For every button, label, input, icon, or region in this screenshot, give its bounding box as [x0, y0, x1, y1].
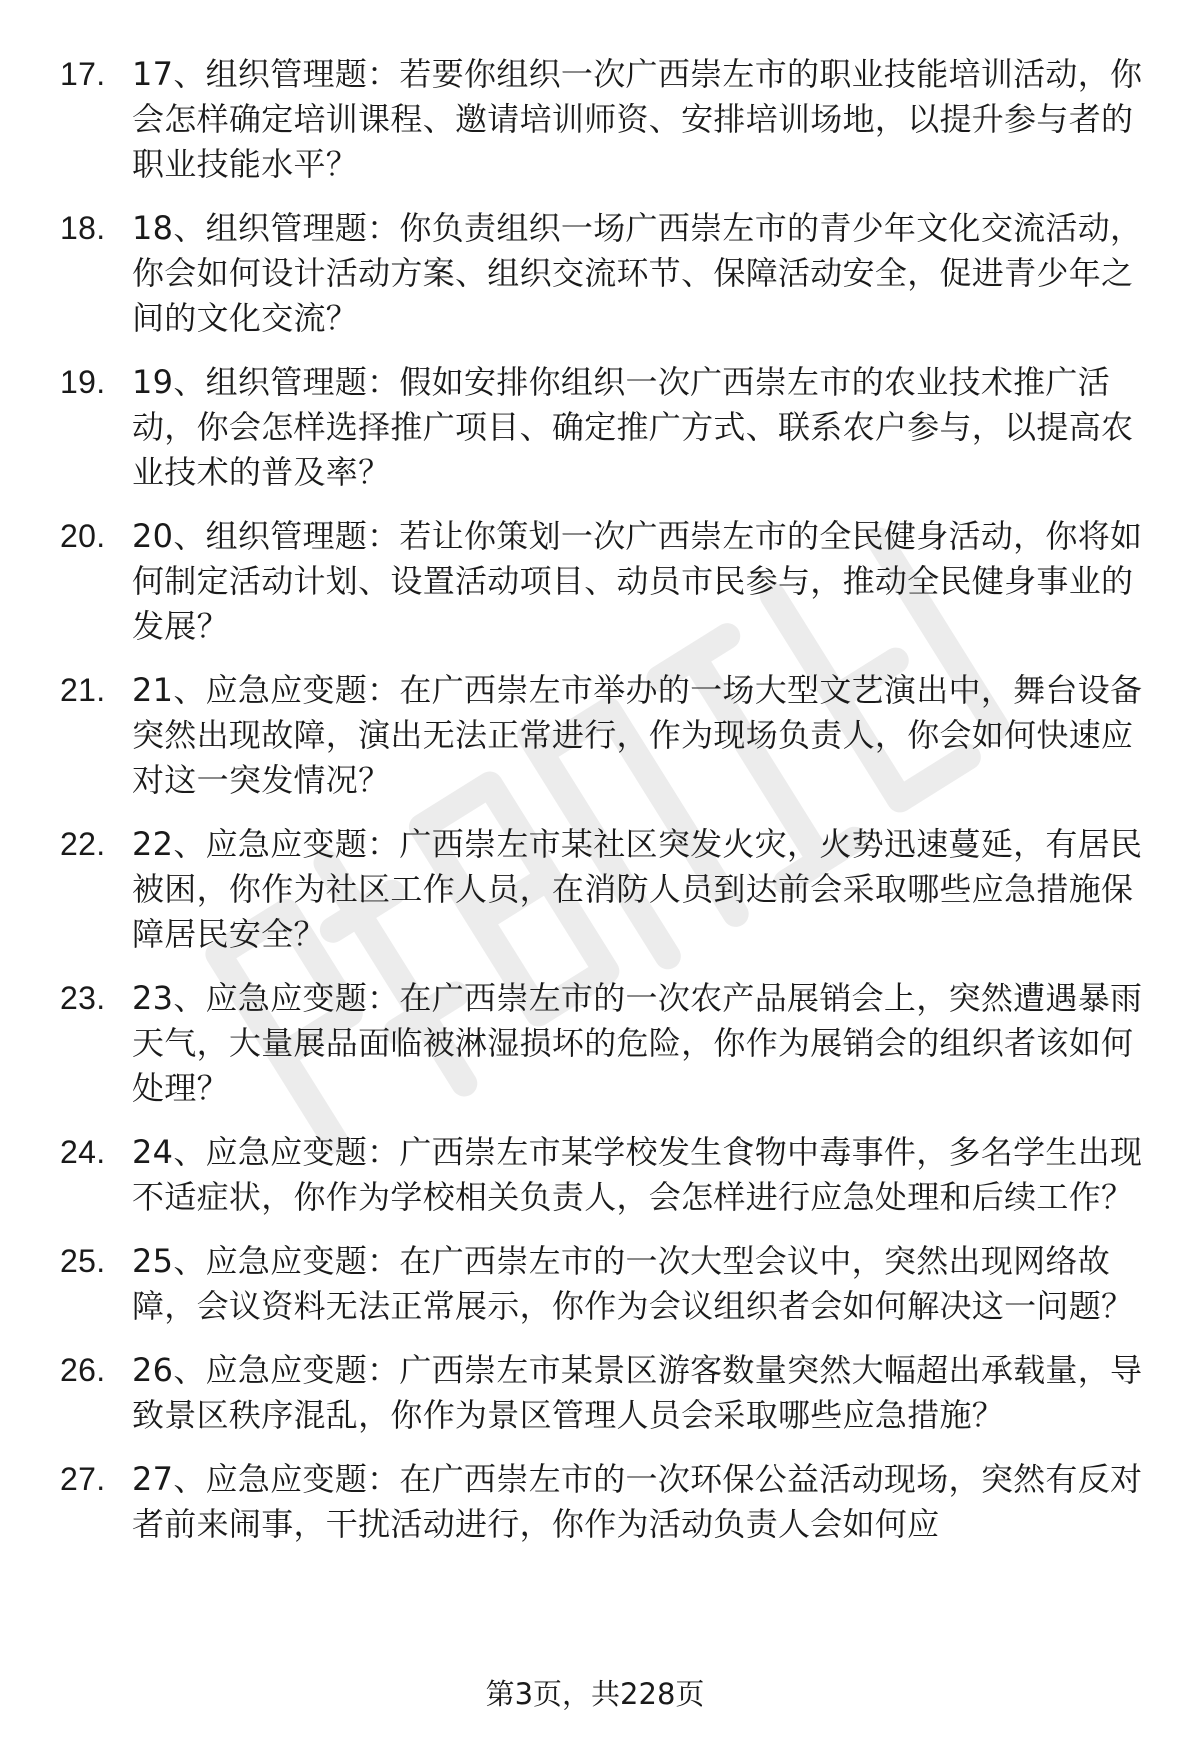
question-text: 22、应急应变题：广西崇左市某社区突发火灾，火势迅速蔓延，有居民被困，你作为社区工作人员，在消防人员到达前会采取哪些应急措施保障居民安全？	[132, 825, 1143, 953]
question-item	[60, 1130, 1160, 1220]
question-number: 19.	[60, 364, 106, 400]
question-number: 21.	[60, 672, 106, 708]
question-text: 20、组织管理题：若让你策划一次广西崇左市的全民健身活动，你将如何制定活动计划、设置活动项目、动员市民参与，推动全民健身事业的发展？	[132, 517, 1143, 645]
question-item	[60, 822, 1160, 957]
question-text: 17、组织管理题：若要你组织一次广西崇左市的职业技能培训活动，你会怎样确定培训课程、邀请培训师资、安排培训场地，以提升参与者的职业技能水平？	[132, 55, 1143, 183]
question-number: 23.	[60, 980, 106, 1016]
page-footer	[0, 1674, 1190, 1714]
question-item	[60, 1457, 1160, 1547]
question-number: 27.	[60, 1461, 106, 1497]
question-text: 24、应急应变题：广西崇左市某学校发生食物中毒事件，多名学生出现不适症状，你作为学校相关负责人，会怎样进行应急处理和后续工作？	[132, 1133, 1143, 1216]
question-text: 25、应急应变题：在广西崇左市的一次大型会议中，突然出现网络故障，会议资料无法正常展示，你作为会议组织者会如何解决这一问题？	[132, 1242, 1134, 1325]
question-text: 21、应急应变题：在广西崇左市举办的一场大型文艺演出中，舞台设备突然出现故障，演出无法正常进行，作为现场负责人，你会如何快速应对这一突发情况？	[132, 671, 1143, 799]
question-item	[60, 1348, 1160, 1438]
page-number-label: 第3页，共228页	[485, 1677, 705, 1711]
question-list	[60, 52, 1160, 1566]
question-text: 19、组织管理题：假如安排你组织一次广西崇左市的农业技术推广活动，你会怎样选择推广项目、确定推广方式、联系农户参与，以提高农业技术的普及率？	[132, 363, 1134, 491]
question-text: 27、应急应变题：在广西崇左市的一次环保公益活动现场，突然有反对者前来闹事，干扰活动进行，你作为活动负责人会如何应	[132, 1460, 1143, 1543]
question-item	[60, 52, 1160, 187]
question-number: 26.	[60, 1352, 106, 1388]
question-text: 18、组织管理题：你负责组织一场广西崇左市的青少年文化交流活动，你会如何设计活动方案、组织交流环节、保障活动安全，促进青少年之间的文化交流？	[132, 209, 1143, 337]
question-item	[60, 360, 1160, 495]
question-number: 22.	[60, 826, 106, 862]
question-item	[60, 976, 1160, 1111]
question-text: 23、应急应变题：在广西崇左市的一次农产品展销会上，突然遭遇暴雨天气，大量展品面临被淋湿损坏的危险，你作为展销会的组织者该如何处理？	[132, 979, 1143, 1107]
question-item	[60, 514, 1160, 649]
question-number: 18.	[60, 210, 106, 246]
question-number: 17.	[60, 56, 106, 92]
question-number: 25.	[60, 1243, 106, 1279]
question-item	[60, 1239, 1160, 1329]
question-text: 26、应急应变题：广西崇左市某景区游客数量突然大幅超出承载量，导致景区秩序混乱，你作为景区管理人员会采取哪些应急措施？	[132, 1351, 1143, 1434]
question-item	[60, 206, 1160, 341]
question-number: 24.	[60, 1134, 106, 1170]
question-item	[60, 668, 1160, 803]
question-number: 20.	[60, 518, 106, 554]
